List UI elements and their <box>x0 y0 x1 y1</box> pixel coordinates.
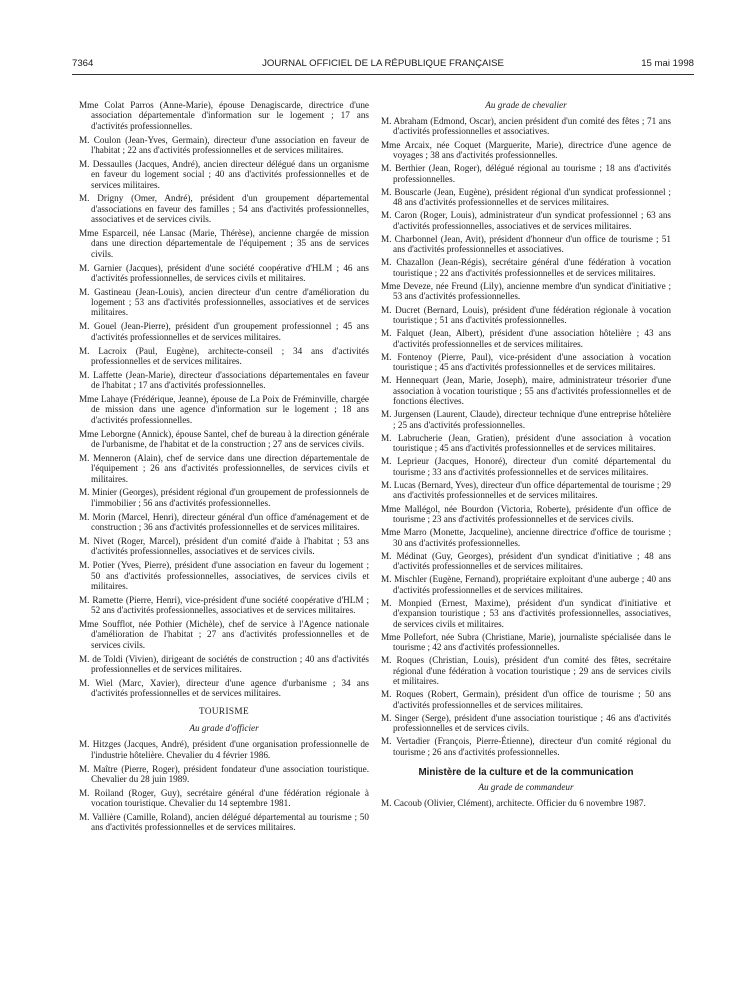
list-item: M. Roques (Robert, Germain), président d'un office de tourisme ; 50 ans d'activités professionnelles et de services militaires. <box>381 689 671 710</box>
list-item: M. Lacroix (Paul, Eugène), architecte-conseil ; 34 ans d'activités professionnelles et de services militaires. <box>79 345 369 366</box>
commandeur-entries <box>381 798 671 808</box>
list-item: M. Garnier (Jacques), président d'une société coopérative d'HLM ; 46 ans d'activités professionnelles, de services civils et militaires. <box>79 262 369 283</box>
grade-commandeur: Au grade de commandeur <box>478 782 574 793</box>
section-title-tourisme: TOURISME <box>199 706 249 717</box>
list-item: M. Charbonnel (Jean, Avit), président d'honneur d'un office de tourisme ; 51 ans d'activités professionnelles et associatives. <box>381 233 671 255</box>
list-item: M. Lucas (Bernard, Yves), directeur d'un office départemental de tourisme ; 29 ans d'activités professionnelles et de services militaires. <box>381 480 671 501</box>
list-item: M. Chazallon (Jean-Régis), secrétaire général d'une fédération à vocation touristique ; 22 ans d'activités professionnelles et de services militaires. <box>381 257 671 278</box>
list-item: M. Roques (Christian, Louis), président d'un comité des fêtes, secrétaire régional d'une fédération à vocation touristique ; 29 ans de services civils et militaires. <box>381 655 671 687</box>
list-item: M. Coulon (Jean-Yves, Germain), directeur d'une association en faveur de l'habitat ; 22 ans d'activités professionnelles et de services militaires. <box>79 134 369 155</box>
list-item: Mme Arcaix, née Coquet (Marguerite, Marie), directrice d'une agence de voyages ; 38 ans d'activités professionnelles. <box>381 139 671 160</box>
list-item: M. Monpied (Ernest, Maxime), président d'un syndicat d'initiative et d'expansion touristique ; 53 ans d'activités professionnelles, associatives, de services civils et militaires. <box>381 597 671 629</box>
list-item: M. Médinat (Guy, Georges), président d'un syndicat d'initiative ; 48 ans d'activités professionnelles et de services militaires. <box>381 550 671 572</box>
journal-title: JOURNAL OFFICIEL DE LA RÉPUBLIQUE FRANÇAISE <box>262 58 504 69</box>
list-item: M. Maître (Pierre, Roger), président fondateur d'une association touristique. Chevalier du 28 juin 1989. <box>79 763 369 784</box>
list-item: M. Fontenoy (Pierre, Paul), vice-président d'une association à vocation touristique ; 45 ans d'activités professionnelles et de services militaires. <box>381 351 671 373</box>
logement-entries <box>79 100 369 698</box>
list-item: M. Jurgensen (Laurent, Claude), directeur technique d'une entreprise hôtelière ; 25 ans d'activités professionnelles. <box>381 409 671 430</box>
list-item: M. Hennequart (Jean, Marie, Joseph), maire, administrateur trésorier d'une association à vocation touristique ; 55 ans d'activités professionnelles et de fonctions électives. <box>381 375 671 407</box>
list-item: M. Ramette (Pierre, Henri), vice-président d'une société coopérative d'HLM ; 52 ans d'activités professionnelles, associatives et de services militaires. <box>79 594 369 616</box>
list-item: M. Dessaulles (Jacques, André), ancien directeur délégué dans un organisme en faveur du logement social ; 40 ans d'activités professionnelles et de services militaires. <box>79 158 369 190</box>
list-item: M. Cacoub (Olivier, Clément), architecte. Officier du 6 novembre 1987. <box>381 798 646 809</box>
ministry-title: Ministère de la culture et de la communication <box>418 767 634 779</box>
list-item: M. Menneron (Alain), chef de service dans une direction départementale de l'équipement ; 26 ans d'activités professionnelles, de services civils et militaires. <box>79 452 369 484</box>
page-number: 7364 <box>72 58 94 69</box>
list-item: Mme Colat Parros (Anne-Marie), épouse Denagiscarde, directrice d'une association départementale d'information sur le logement ; 17 ans d'activités professionnelles. <box>79 100 369 131</box>
list-item: Mme Mallégol, née Bourdon (Victoria, Roberte), présidente d'un office de tourisme ; 23 ans d'activités professionnelles et de services civils. <box>381 503 671 524</box>
list-item: Mme Lahaye (Frédérique, Jeanne), épouse de La Poix de Fréminville, chargée de mission dans une agence d'information sur le logement ; 18 ans d'activités professionnelles. <box>79 394 369 425</box>
list-item: M. Falquet (Jean, Albert), président d'une association hôtelière ; 43 ans d'activités professionnelles et de services militaires. <box>381 328 671 349</box>
list-item: M. Morin (Marcel, Henri), directeur général d'un office d'aménagement et de construction ; 36 ans d'activités professionnelles et de services militaires. <box>79 511 369 533</box>
list-item: M. Mischler (Eugène, Fernand), propriétaire exploitant d'une auberge ; 40 ans d'activités professionnelles et de services militaires. <box>381 574 671 595</box>
header-rule <box>72 74 694 75</box>
list-item: M. de Toldi (Vivien), dirigeant de sociétés de construction ; 40 ans d'activités professionnelles et de services militaires. <box>79 653 369 674</box>
list-item: M. Berthier (Jean, Roger), délégué régional au tourisme ; 18 ans d'activités professionnelles. <box>381 163 671 184</box>
list-item: Mme Deveze, née Freund (Lily), ancienne membre d'un syndicat d'initiative ; 53 ans d'activités professionnelles. <box>381 281 671 302</box>
list-item: M. Wiel (Marc, Xavier), directeur d'une agence d'urbanisme ; 34 ans d'activités professionnelles et de services militaires. <box>79 677 369 699</box>
right-column <box>381 100 671 811</box>
list-item: M. Hitzges (Jacques, André), président d'une organisation professionnelle de l'industrie hôtelière. Chevalier du 4 février 1986. <box>79 739 369 760</box>
list-item: M. Singer (Serge), président d'une association touristique ; 46 ans d'activités professionnelles et de services civils. <box>381 712 671 734</box>
list-item: M. Drigny (Omer, André), président d'un groupement départemental d'associations en faveur des familles ; 54 ans d'activités professionnelles, associatives et de services civils. <box>79 193 369 225</box>
list-item: M. Labrucherie (Jean, Gratien), président d'une association à vocation touristique ; 45 ans d'activités professionnelles et de services militaires. <box>381 432 671 454</box>
list-item: M. Minier (Georges), président régional d'un groupement de professionnels de l'immobilier ; 56 ans d'activités professionnelles. <box>79 487 369 508</box>
left-column <box>79 100 369 836</box>
list-item: M. Vallière (Camille, Roland), ancien délégué départemental au tourisme ; 50 ans d'activités professionnelles et de services militaires. <box>79 811 369 833</box>
grade-chevalier: Au grade de chevalier <box>485 100 567 110</box>
list-item: M. Potier (Yves, Pierre), président d'une association en faveur du logement ; 50 ans d'activités professionnelles, associatives, de services civils et militaires. <box>79 560 369 591</box>
list-item: M. Leprieur (Jacques, Honoré), directeur d'un comité départemental du tourisme ; 33 ans d'activités professionnelles et de services militaires. <box>381 456 671 477</box>
officier-entries <box>79 739 369 832</box>
list-item: Mme Esparceil, née Lansac (Marie, Thérèse), ancienne chargée de mission dans une direction départementale de l'équipement ; 35 ans de services civils. <box>79 227 369 259</box>
list-item: M. Ducret (Bernard, Louis), président d'une fédération régionale à vocation touristique ; 51 ans d'activités professionnelles. <box>381 304 671 325</box>
list-item: M. Roiland (Roger, Guy), secrétaire général d'une fédération régionale à vocation touristique. Chevalier du 14 septembre 1981. <box>79 787 369 808</box>
publication-date: 15 mai 1998 <box>641 58 694 69</box>
list-item: Mme Pollefort, née Subra (Christiane, Marie), journaliste spécialisée dans le tourisme ; 42 ans d'activités professionnelles. <box>381 631 671 653</box>
list-item: M. Abraham (Edmond, Oscar), ancien président d'un comité des fêtes ; 71 ans d'activités professionnelles et associatives. <box>381 116 671 137</box>
list-item: M. Nivet (Roger, Marcel), président d'un comité d'aide à l'habitat ; 53 ans d'activités professionnelles, associatives et de services civils. <box>79 535 369 557</box>
chevalier-entries <box>381 116 671 757</box>
list-item: M. Bouscarle (Jean, Eugène), président régional d'un syndicat professionnel ; 48 ans d'activités professionnelles et de services militaires. <box>381 186 671 208</box>
list-item: M. Gastineau (Jean-Louis), ancien directeur d'un centre d'amélioration du logement ; 53 ans d'activités professionnelles, associatives et de services militaires. <box>79 286 369 318</box>
list-item: M. Caron (Roger, Louis), administrateur d'un syndicat professionnel ; 63 ans d'activités professionnelles, associatives et de services militaires. <box>381 210 671 231</box>
list-item: Mme Soufflot, née Pothier (Michèle), chef de service à l'Agence nationale d'amélioration de l'habitat ; 27 ans d'activités professionnelles et de services civils. <box>79 618 369 650</box>
list-item: M. Gouel (Jean-Pierre), président d'un groupement professionnel ; 45 ans d'activités professionnelles et de services militaires. <box>79 321 369 342</box>
list-item: M. Laffette (Jean-Marie), directeur d'associations départementales en faveur de l'habitat ; 17 ans d'activités professionnelles. <box>79 369 369 391</box>
list-item: Mme Marro (Monette, Jacqueline), ancienne directrice d'office de tourisme ; 30 ans d'activités professionnelles. <box>381 527 671 548</box>
grade-officier: Au grade d'officier <box>189 723 259 734</box>
list-item: Mme Leborgne (Annick), épouse Santel, chef de bureau à la direction générale de l'urbanisme, de l'habitat et de la construction ; 27 ans de services civils. <box>79 428 369 449</box>
list-item: M. Vertadier (François, Pierre-Étienne), directeur d'un comité régional du tourisme ; 26 ans d'activités professionnelles. <box>381 736 671 757</box>
page-header <box>72 58 694 72</box>
